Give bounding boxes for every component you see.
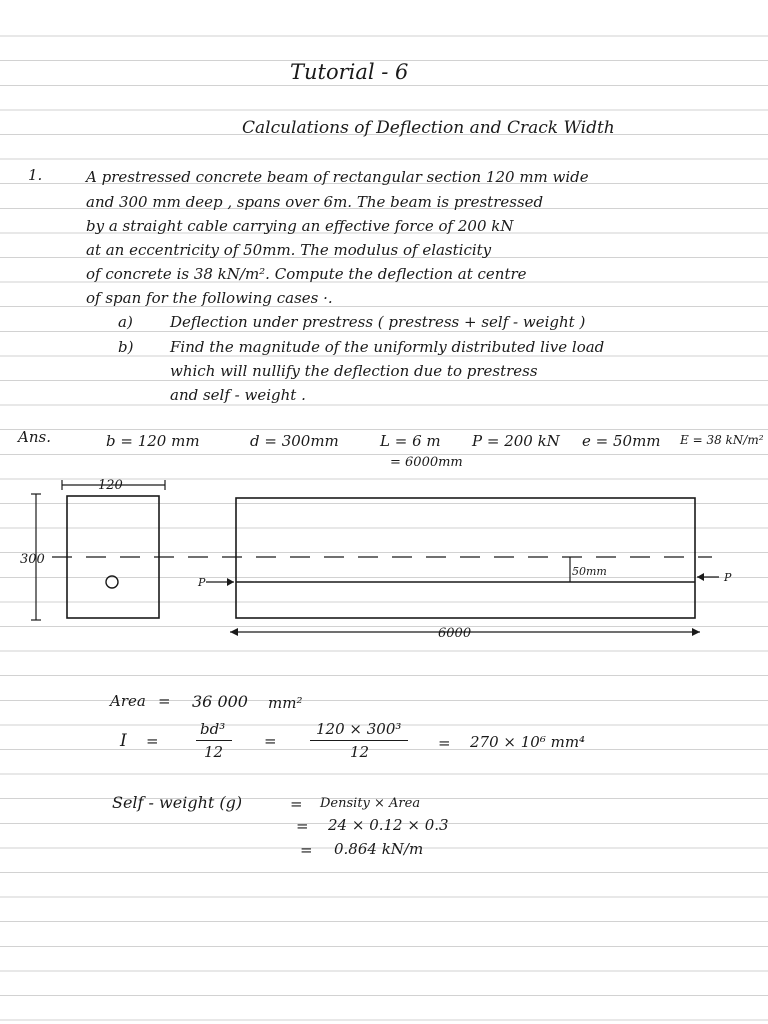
frac2-numerator: 120 × 300³ <box>316 720 402 738</box>
right-force-label: P <box>724 571 732 584</box>
frac2-denominator: 12 <box>350 743 370 761</box>
given-length-mm: = 6000mm <box>390 455 463 470</box>
eccentricity-label: 50mm <box>572 565 607 578</box>
sw-line1: Density × Area <box>320 796 421 811</box>
given-d: d = 300mm <box>250 432 339 450</box>
sw-line2: 24 × 0.12 × 0.3 <box>328 816 449 834</box>
area-unit: mm² <box>268 694 303 712</box>
question-line: and 300 mm deep , spans over 6m. The beam is prestressed <box>86 193 544 211</box>
frac1-denominator: 12 <box>204 743 224 761</box>
beam-elevation-outline <box>236 498 695 618</box>
cross-section-outline <box>67 496 159 618</box>
question-line: of concrete is 38 kN/m². Compute the deflection at centre <box>86 265 527 283</box>
eq2: = <box>264 732 277 750</box>
question-number: 1. <box>28 166 43 184</box>
case-line: which will nullify the deflection due to prestress <box>170 362 538 380</box>
case-label-a: a) <box>118 313 133 331</box>
case-line: Find the magnitude of the uniformly distributed live load <box>170 338 605 356</box>
frac1-numerator: bd³ <box>200 720 226 738</box>
section-depth-label: 300 <box>20 552 45 567</box>
frac2-bar <box>310 740 408 741</box>
page-title: Tutorial - 6 <box>290 60 409 84</box>
inertia-label: I <box>120 731 127 751</box>
eq3: = <box>438 734 451 752</box>
answer-label: Ans. <box>18 428 51 446</box>
span-label: 6000 <box>438 626 472 641</box>
question-line: of span for the following cases ·. <box>86 289 333 307</box>
case-line: Deflection under prestress ( prestress + self - weight ) <box>170 313 586 331</box>
inertia-result: 270 × 10⁶ mm⁴ <box>470 733 586 751</box>
area-label: Area <box>110 692 146 710</box>
area-eq: = <box>158 692 171 710</box>
given-P: P = 200 kN <box>472 432 560 450</box>
page-subtitle: Calculations of Deflection and Crack Width <box>242 118 615 138</box>
area-value: 36 000 <box>192 692 248 711</box>
case-label-b: b) <box>118 338 134 356</box>
sw-eq2: = <box>296 817 309 835</box>
inertia-eq: = <box>146 732 159 750</box>
given-e: e = 50mm <box>582 432 661 450</box>
sw-line3: 0.864 kN/m <box>334 840 424 858</box>
sw-eq3: = <box>300 841 313 859</box>
given-E: E = 38 kN/m² <box>680 433 764 447</box>
left-force-label: P <box>198 576 206 589</box>
case-line: and self - weight . <box>170 386 306 404</box>
given-L: L = 6 m <box>380 432 441 450</box>
self-weight-label: Self - weight (g) <box>112 793 243 812</box>
given-b: b = 120 mm <box>106 432 200 450</box>
tendon-circle <box>106 576 118 588</box>
section-width-label: 120 <box>98 478 123 493</box>
question-line: A prestressed concrete beam of rectangular section 120 mm wide <box>86 168 589 186</box>
question-line: by a straight cable carrying an effective force of 200 kN <box>86 217 514 235</box>
sw-eq1: = <box>290 795 303 813</box>
frac1-bar <box>196 740 232 741</box>
question-line: at an eccentricity of 50mm. The modulus of elasticity <box>86 241 492 259</box>
